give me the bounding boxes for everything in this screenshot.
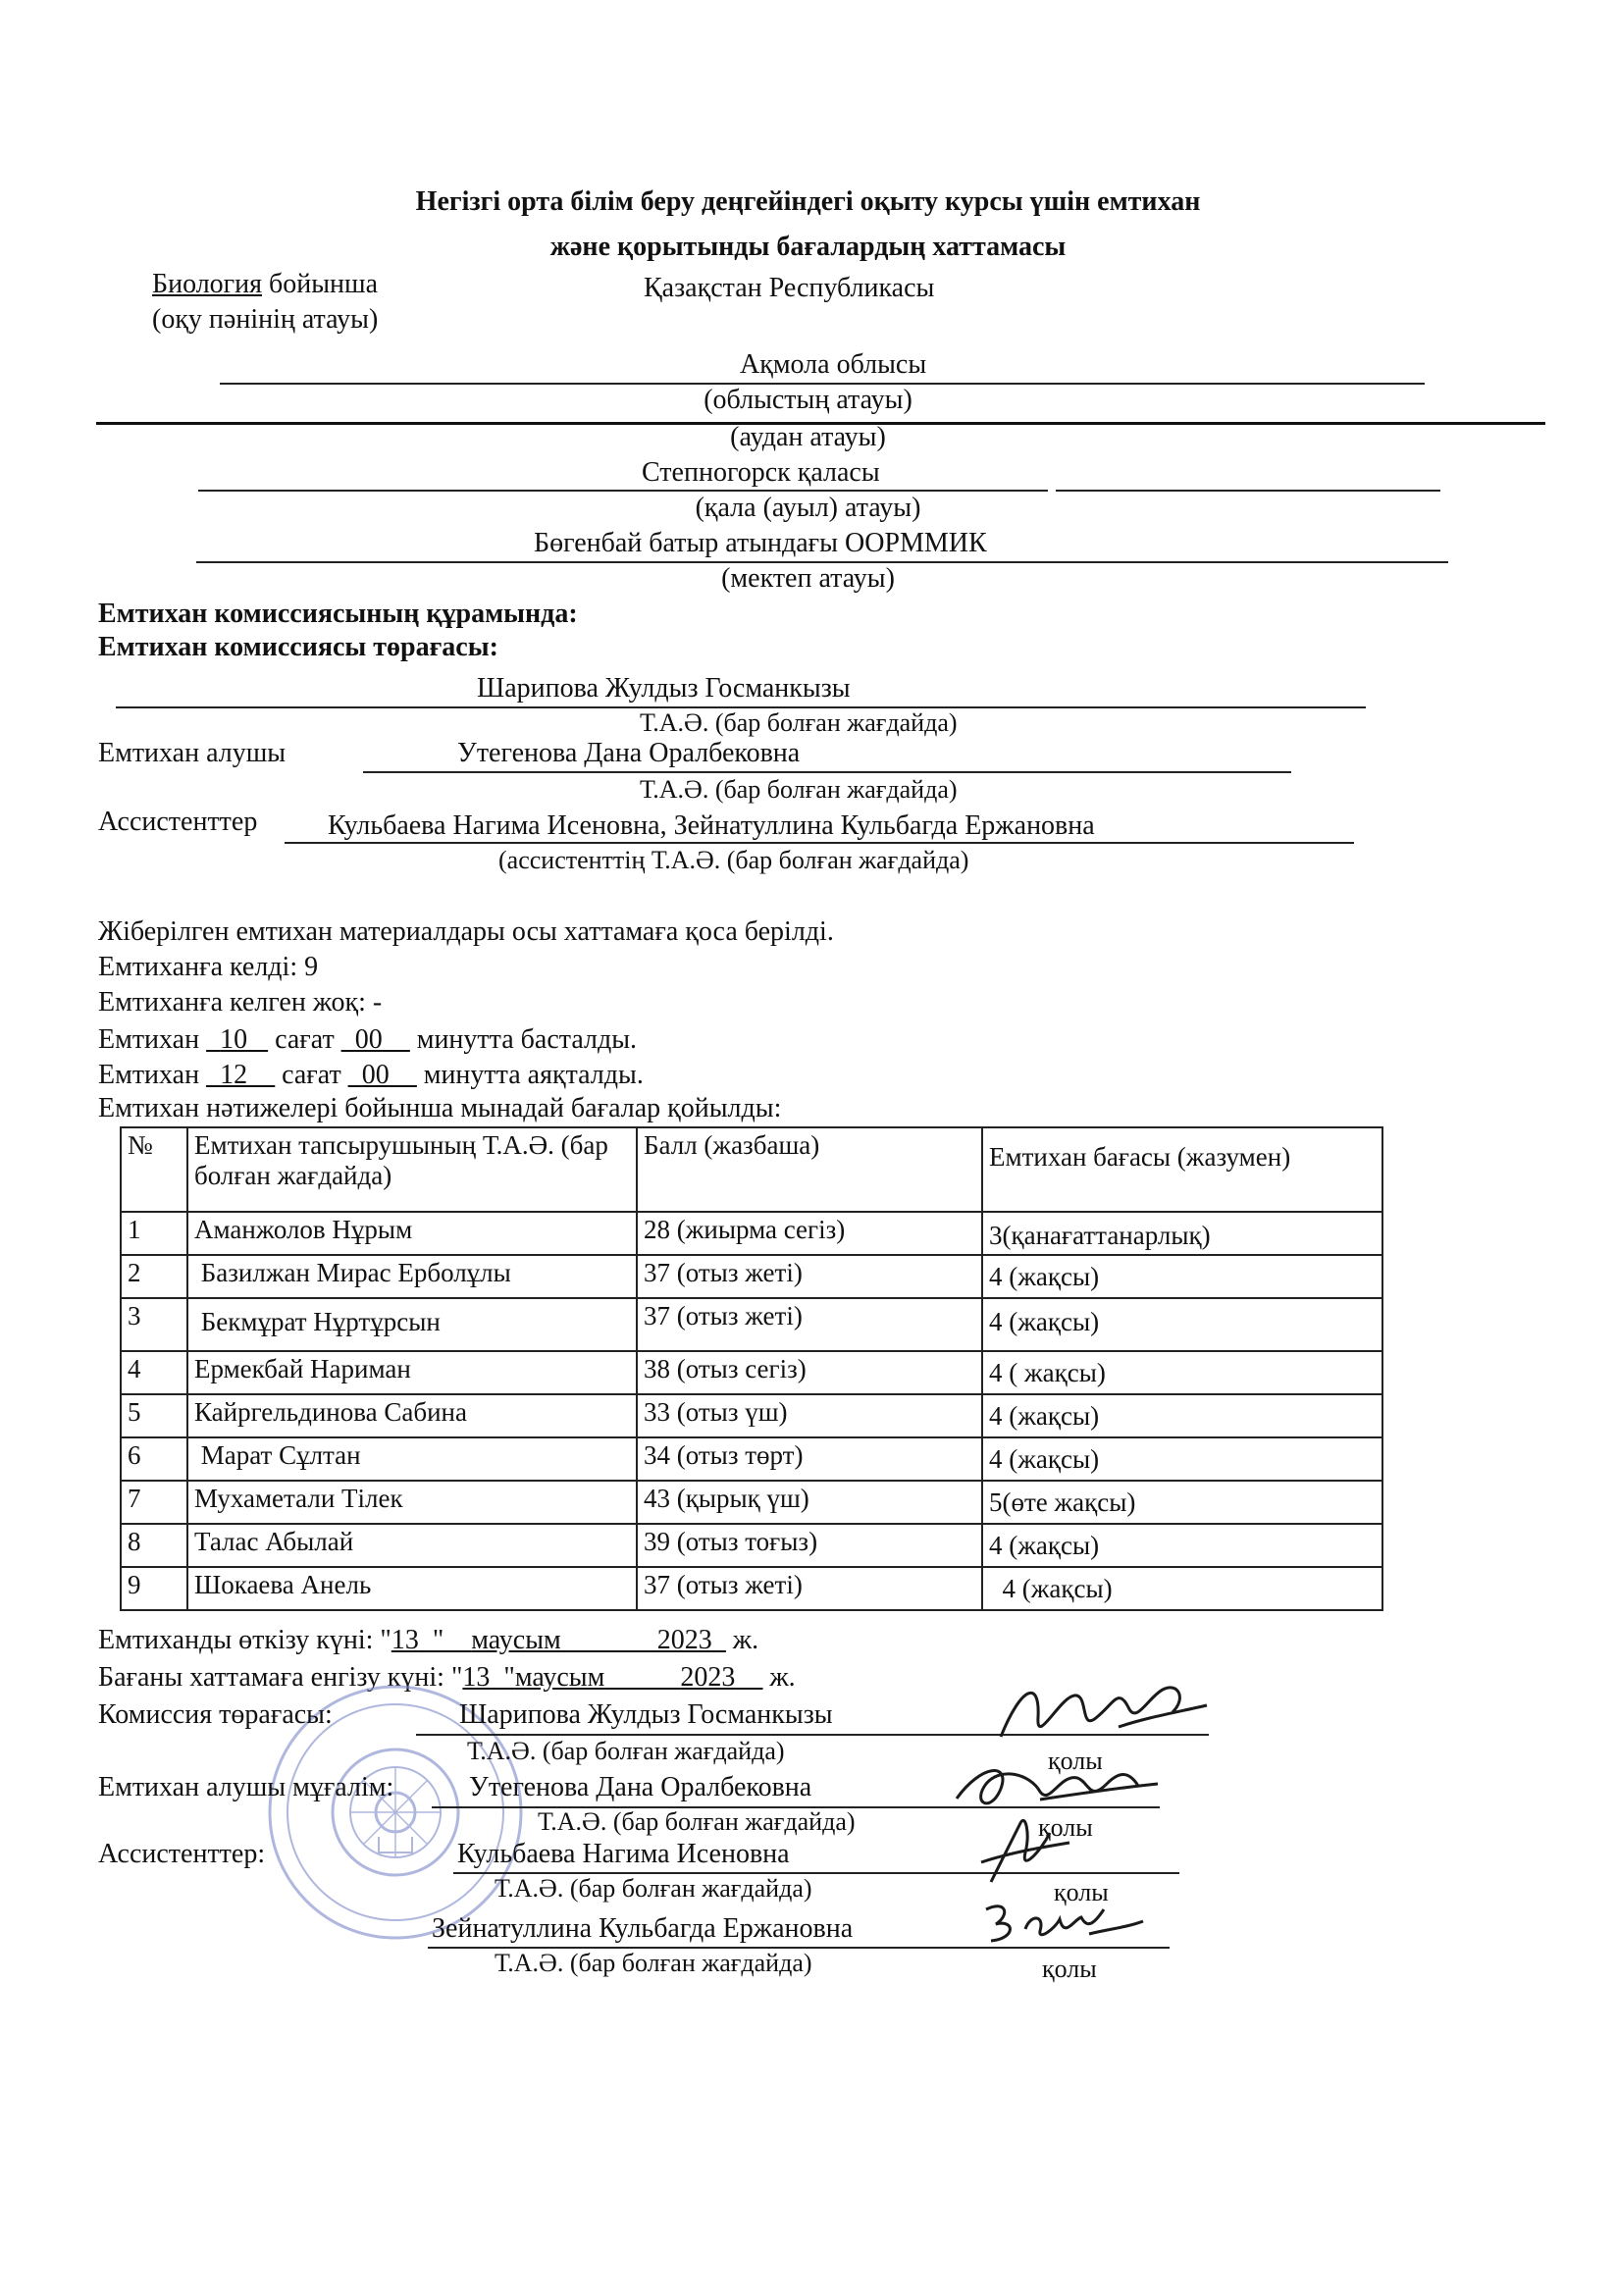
table-row: 1 Аманжолов Нұрым 28 (жиырма сегіз) 3(қанағаттанарлық) [121,1212,1382,1255]
materials-note: Жіберілген емтихан материалдары осы хаттамаға қоса берілді. [98,916,834,947]
attendance-came: Емтиханға келді: 9 [98,952,319,982]
assistants-label: Ассистенттер [98,807,258,837]
table-row: 4 Ермекбай Нариман 38 (отыз сегіз) 4 ( жақсы) [121,1351,1382,1394]
assistants-underline [285,842,1354,844]
city-underline [198,490,1048,492]
chair-sign-caption: Т.А.Ә. (бар болған жағдайда) [467,1737,785,1765]
exam-start-time: Емтихан 10_ сағат _00__ минутта басталды. [98,1024,638,1055]
teacher-sign-caption: Т.А.Ә. (бар болған жағдайда) [538,1807,856,1836]
end-hour: 12 [220,1060,248,1090]
header-name: Емтихан тапсырушының Т.А.Ә. (бар болған жағдайда) [187,1127,637,1212]
entry-date: Бағаны хаттамаға енгізу күні: "13_"маусым_____ 2023__ ж. [98,1662,796,1693]
table-header-row [121,1127,1382,1212]
subject-value: Биология [152,269,263,299]
chair-heading: Емтихан комиссиясы төрағасы: [98,632,498,662]
header-score: Балл (жазбаша) [637,1127,982,1212]
header-number: № [121,1127,187,1212]
district-caption: (аудан атауы) [730,422,886,452]
table-row: 6 Марат Сұлтан 34 (отыз төрт) 4 (жақсы) [121,1437,1382,1481]
assistant1-fio-caption: Т.А.Ә. (бар болған жағдайда) [495,1874,812,1903]
school-value: Бөгенбай батыр атындағы ООРММИК [534,528,987,558]
assistant2-signature-caption: қолы [1042,1955,1097,1983]
header-grade: Емтихан бағасы (жазумен) [982,1127,1382,1212]
assistants-names: Кульбаева Нагима Исеновна, Зейнатуллина Кульбагда Ержановна [328,810,1095,841]
city-caption: (қала (ауыл) атауы) [695,493,921,523]
teacher-sign-name: Утегенова Дана Оралбековна [469,1772,812,1802]
subject-field [152,269,378,300]
city-underline-right [1056,490,1440,492]
chair-signature [981,1668,1217,1756]
commission-heading: Емтихан комиссиясының құрамында: [98,599,578,629]
exam-year: 2023 [656,1625,712,1655]
document-title-line2: және қорытынды бағалардың хаттамасы [549,232,1067,262]
entry-year: 2023 [680,1662,736,1693]
examiner-underline [363,771,1291,773]
subject-suffix: бойынша [262,269,379,299]
assistants-caption: (ассистенттің Т.А.Ә. (бар болған жағдайда) [498,846,969,874]
document-title-line1: Негізгі орта білім беру деңгейіндегі оқыту курсы үшін емтихан [415,186,1201,217]
assistant1-signature [971,1803,1079,1892]
teacher-label: Емтихан алушы мұғалім: [98,1772,394,1802]
exam-end-time: Емтихан _12__ сағат _00__ минутта аяқталды. [98,1060,644,1090]
assistant2-fio-caption: Т.А.Ә. (бар болған жағдайда) [495,1949,812,1977]
chair-sign-name: Шарипова Жулдыз Госманкызы [459,1699,833,1730]
exam-date: Емтиханды өткізу күні: "13_" _ маусым_______2023_ ж. [98,1625,759,1655]
table-row: 5 Кайргельдинова Сабина 33 (отыз үш) 4 (жақсы) [121,1394,1382,1437]
subject-caption: (оқу пәнінің атауы) [152,304,379,335]
region-caption: (облыстың атауы) [704,385,912,415]
entry-day: 13 [462,1662,491,1693]
table-row: 3 Бекмұрат Нұртұрсын 37 (отыз жеті) 4 (жақсы) [121,1298,1382,1351]
table-row: 8 Талас Абылай 39 (отыз тоғыз) 4 (жақсы) [121,1524,1382,1567]
chair-signature-caption: қолы [1048,1747,1103,1775]
exam-day: 13 [391,1625,419,1655]
grades-intro: Емтихан нәтижелері бойынша мынадай бағалар қойылды: [98,1093,782,1123]
school-caption: (мектеп атауы) [721,563,895,594]
table-row: 9 Шокаева Анель 37 (отыз жеті) 4 (жақсы) [121,1567,1382,1610]
chair-label: Комиссия төрағасы: [98,1699,333,1730]
examiner-label: Емтихан алушы [98,738,287,768]
exam-month: маусым [471,1625,561,1655]
assistant1-signature-caption: қолы [1054,1878,1109,1906]
attendance-absent: Емтиханға келген жоқ: - [98,987,383,1018]
city-value: Степногорск қаласы [642,457,880,488]
table-row: 7 Мухаметали Тілек 43 (қырық үш) 5(өте жақсы) [121,1481,1382,1524]
assistant2-name: Зейнатуллина Кульбагда Ержановна [432,1913,854,1944]
examiner-name: Утегенова Дана Оралбековна [457,738,801,768]
examiner-fio-caption: Т.А.Ә. (бар болған жағдайда) [640,775,958,804]
table-row: 2 Базилжан Мирас Ерболұлы 37 (отыз жеті) 4 (жақсы) [121,1255,1382,1298]
footer-assistants-label: Ассистенттер: [98,1839,266,1869]
chair-name: Шарипова Жулдыз Госманкызы [477,673,851,704]
assistant2-signature [971,1890,1148,1958]
country-name: Қазақстан Республикасы [644,273,935,303]
teacher-signature-caption: қолы [1038,1813,1093,1842]
region-value: Ақмола облысы [740,349,927,380]
assistant1-name: Кульбаева Нагима Исеновна [457,1839,790,1869]
entry-month: маусым [514,1662,605,1693]
start-hour: 10 [220,1024,248,1055]
chair-fio-caption: Т.А.Ә. (бар болған жағдайда) [640,708,958,737]
end-minute: 00 [361,1060,390,1090]
start-minute: 00 [354,1024,383,1055]
grades-table [120,1126,1383,1611]
